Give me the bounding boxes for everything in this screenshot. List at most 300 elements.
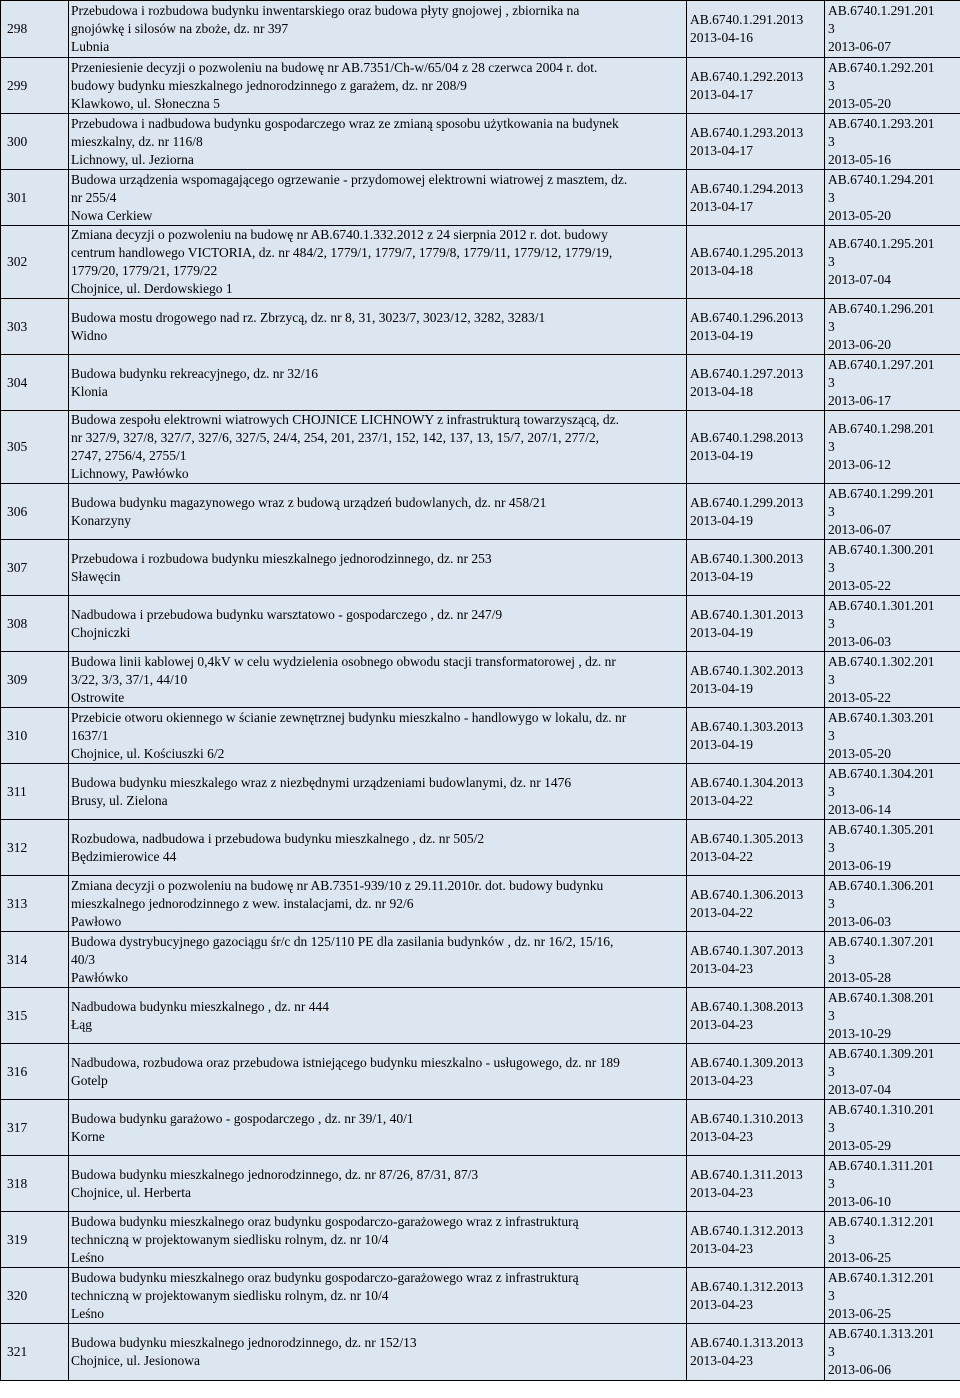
- decision-cell-line: AB.6740.1.303.201: [828, 709, 935, 725]
- decision-cell-line: 2013-06-07: [828, 521, 891, 537]
- description-cell-line: Lubnia: [71, 39, 110, 54]
- table-row: [1, 170, 960, 226]
- table-row: [1, 1, 960, 58]
- signature-cell-line: 2013-04-23: [690, 1128, 753, 1144]
- signature-cell: [687, 355, 825, 411]
- description-cell-line: Ostrowite: [71, 689, 125, 705]
- decision-cell-line: 2013-06-20: [828, 336, 891, 352]
- row-number: 317: [1, 1100, 69, 1156]
- table-row: [1, 1044, 960, 1100]
- signature-cell: [687, 411, 825, 484]
- description-cell-line: Nowa Cerkiew: [71, 207, 153, 223]
- description-cell-line: mieszkalny, dz. nr 116/8: [71, 133, 203, 149]
- description-cell-line: 40/3: [71, 951, 96, 967]
- description-cell-line: Przebudowa i rozbudowa budynku mieszkalnego jednorodzinnego, dz. nr 253: [71, 550, 492, 566]
- decision-cell-line: 3: [828, 189, 835, 205]
- description-cell-line: Przeniesienie decyzji o pozwoleniu na budowę nr AB.7351/Ch-w/65/04 z 28 czerwca 2004 r. dot.: [71, 59, 598, 75]
- description-cell-line: Pawłowo: [71, 913, 122, 929]
- description-cell-line: Rozbudowa, nadbudowa i przebudowa budynku mieszkalnego , dz. nr 505/2: [71, 830, 485, 846]
- description-cell: [69, 1212, 687, 1268]
- signature-cell-line: AB.6740.1.312.2013: [690, 1278, 804, 1294]
- description-cell-line: Budowa budynku mieszkalego wraz z niezbędnymi urządzeniami budowlanymi, dz. nr 1476: [71, 774, 572, 790]
- signature-cell: [687, 1212, 825, 1268]
- description-cell-line: Chojnice, ul. Jesionowa: [71, 1353, 200, 1368]
- description-cell: [69, 764, 687, 820]
- decision-cell-line: 2013-06-10: [828, 1193, 891, 1209]
- description-cell: [69, 540, 687, 596]
- decision-cell: [825, 652, 960, 708]
- description-cell-line: Lichnowy, ul. Jeziorna: [71, 151, 194, 167]
- decision-cell-line: 3: [828, 374, 835, 390]
- description-cell-line: Budowa budynku rekreacyjnego, dz. nr 32/16: [71, 365, 319, 381]
- signature-cell-line: AB.6740.1.307.2013: [690, 942, 804, 958]
- decision-cell: [825, 1156, 960, 1212]
- table-row: [1, 540, 960, 596]
- description-cell-line: gnojówkę i silosów na zboże, dz. nr 397: [71, 21, 289, 36]
- signature-cell-line: AB.6740.1.300.2013: [690, 550, 804, 566]
- row-number: 311: [1, 764, 69, 820]
- decision-cell-line: 2013-06-03: [828, 913, 891, 929]
- signature-cell-line: 2013-04-23: [690, 1240, 753, 1256]
- row-number: 308: [1, 596, 69, 652]
- table-row: [1, 1156, 960, 1212]
- description-cell-line: centrum handlowego VICTORIA, dz. nr 484/2, 1779/1, 1779/7, 1779/8, 1779/11, 1779/12, 1779/19,: [71, 245, 613, 260]
- description-cell-line: Budowa urządzenia wspomagającego ogrzewanie - przydomowej elektrowni wiatrowej z masztem, dz.: [71, 171, 628, 187]
- row-number: 298: [1, 1, 69, 58]
- description-cell-line: Nadbudowa, rozbudowa oraz przebudowa istniejącego budynku mieszkalno - usługowego, dz. nr 189: [71, 1054, 620, 1070]
- table-row: [1, 932, 960, 988]
- description-cell-line: Budowa budynku magazynowego wraz z budową urządzeń budowlanych, dz. nr 458/21: [71, 494, 547, 510]
- description-cell-line: Konarzyny: [71, 512, 131, 528]
- row-number: 309: [1, 652, 69, 708]
- decision-cell-line: 3: [828, 1231, 835, 1247]
- decision-cell: [825, 411, 960, 484]
- decision-cell-line: 2013-06-14: [828, 801, 891, 817]
- decision-cell-line: AB.6740.1.293.201: [828, 115, 935, 131]
- decision-cell: [825, 1044, 960, 1100]
- description-cell: [69, 1044, 687, 1100]
- description-cell-line: Klonia: [71, 383, 108, 399]
- signature-cell-line: 2013-04-17: [690, 86, 753, 102]
- description-cell: [69, 596, 687, 652]
- description-cell-line: Chojnice, ul. Derdowskiego 1: [71, 281, 233, 296]
- description-cell: [69, 114, 687, 170]
- signature-cell-line: AB.6740.1.297.2013: [690, 365, 804, 381]
- register-rows: [1, 1, 960, 1381]
- description-cell: [69, 988, 687, 1044]
- decision-cell-line: AB.6740.1.308.201: [828, 989, 935, 1005]
- decision-cell-line: 3: [828, 77, 835, 93]
- decision-cell-line: 3: [828, 21, 835, 36]
- decision-cell-line: 3: [828, 439, 835, 454]
- decision-cell-line: 2013-06-17: [828, 392, 891, 408]
- signature-cell-line: 2013-04-18: [690, 263, 753, 278]
- decision-cell: [825, 708, 960, 764]
- signature-cell-line: 2013-04-22: [690, 792, 753, 808]
- description-cell: [69, 1156, 687, 1212]
- description-cell-line: Chojniczki: [71, 624, 131, 640]
- description-cell-line: 1637/1: [71, 727, 109, 743]
- signature-cell-line: 2013-04-23: [690, 1353, 753, 1368]
- signature-cell: [687, 299, 825, 355]
- decision-cell-line: 2013-10-29: [828, 1025, 891, 1041]
- decision-cell-line: 2013-06-03: [828, 633, 891, 649]
- description-cell-line: Budowa budynku mieszkalnego oraz budynku gospodarczo-garażowego wraz z infrastrukturą: [71, 1213, 579, 1229]
- description-cell-line: Korne: [71, 1128, 105, 1144]
- signature-cell: [687, 484, 825, 540]
- description-cell-line: Budowa budynku garażowo - gospodarczego , dz. nr 39/1, 40/1: [71, 1110, 414, 1126]
- table-row: [1, 764, 960, 820]
- signature-cell: [687, 1, 825, 58]
- row-number: 301: [1, 170, 69, 226]
- table-row: [1, 1212, 960, 1268]
- signature-cell: [687, 708, 825, 764]
- description-cell-line: Widno: [71, 327, 108, 343]
- decision-cell-line: AB.6740.1.294.201: [828, 171, 935, 187]
- signature-cell: [687, 114, 825, 170]
- description-cell: [69, 1, 687, 58]
- decision-cell-line: 2013-05-20: [828, 95, 891, 111]
- decision-cell-line: AB.6740.1.313.201: [828, 1326, 935, 1341]
- decision-cell-line: 2013-07-04: [828, 272, 891, 287]
- signature-cell: [687, 596, 825, 652]
- row-number: 306: [1, 484, 69, 540]
- description-cell-line: 1779/20, 1779/21, 1779/22: [71, 263, 218, 278]
- signature-cell-line: AB.6740.1.304.2013: [690, 774, 804, 790]
- signature-cell: [687, 932, 825, 988]
- signature-cell-line: AB.6740.1.295.2013: [690, 245, 804, 260]
- signature-cell: [687, 764, 825, 820]
- decision-cell-line: AB.6740.1.299.201: [828, 485, 935, 501]
- table-row: [1, 652, 960, 708]
- decision-cell-line: 2013-06-07: [828, 39, 891, 54]
- decision-cell-line: 3: [828, 254, 835, 269]
- signature-cell: [687, 170, 825, 226]
- decision-cell-line: 2013-05-16: [828, 151, 891, 167]
- table-row: [1, 820, 960, 876]
- description-cell-line: nr 255/4: [71, 189, 117, 205]
- description-cell-line: Nadbudowa budynku mieszkalnego , dz. nr 444: [71, 998, 329, 1014]
- decision-cell-line: AB.6740.1.306.201: [828, 877, 935, 893]
- row-number: 304: [1, 355, 69, 411]
- decision-cell-line: 2013-05-20: [828, 207, 891, 223]
- description-cell: [69, 355, 687, 411]
- signature-cell: [687, 820, 825, 876]
- signature-cell-line: AB.6740.1.292.2013: [690, 68, 804, 84]
- decision-cell-line: 2013-06-25: [828, 1305, 891, 1321]
- decision-cell-line: 2013-05-20: [828, 745, 891, 761]
- decision-cell: [825, 876, 960, 932]
- description-cell: [69, 708, 687, 764]
- signature-cell-line: AB.6740.1.293.2013: [690, 124, 804, 140]
- decision-cell: [825, 932, 960, 988]
- decision-cell-line: 3: [828, 1119, 835, 1135]
- row-number: 312: [1, 820, 69, 876]
- table-row: [1, 988, 960, 1044]
- decision-cell: [825, 170, 960, 226]
- row-number: 321: [1, 1324, 69, 1381]
- signature-cell-line: AB.6740.1.308.2013: [690, 998, 804, 1014]
- decision-cell-line: 3: [828, 559, 835, 575]
- decision-cell-line: AB.6740.1.310.201: [828, 1101, 935, 1117]
- signature-cell-line: 2013-04-19: [690, 448, 753, 463]
- description-cell: [69, 484, 687, 540]
- description-cell-line: Brusy, ul. Zielona: [71, 792, 168, 808]
- description-cell: [69, 876, 687, 932]
- description-cell-line: Budowa budynku mieszkalnego jednorodzinnego, dz. nr 87/26, 87/31, 87/3: [71, 1166, 479, 1182]
- signature-cell-line: AB.6740.1.301.2013: [690, 606, 804, 622]
- signature-cell-line: 2013-04-19: [690, 680, 753, 696]
- decision-cell-line: 2013-05-28: [828, 969, 891, 985]
- table-row: [1, 1100, 960, 1156]
- decision-cell-line: AB.6740.1.292.201: [828, 59, 935, 75]
- decision-cell-line: AB.6740.1.297.201: [828, 356, 935, 372]
- decision-cell-line: 3: [828, 133, 835, 149]
- decision-cell-line: 3: [828, 1344, 835, 1359]
- decision-cell-line: AB.6740.1.291.201: [828, 3, 935, 18]
- signature-cell-line: AB.6740.1.310.2013: [690, 1110, 804, 1126]
- row-number: 302: [1, 226, 69, 299]
- table-row: [1, 58, 960, 114]
- description-cell-line: Zmiana decyzji o pozwoleniu na budowę nr AB.6740.1.332.2012 z 24 sierpnia 2012 r. dot. budowy: [71, 227, 608, 242]
- description-cell-line: Budowa linii kablowej 0,4kV w celu wydzielenia osobnego obwodu stacji transformatorowej , dz. nr: [71, 653, 616, 669]
- decision-cell-line: 2013-05-22: [828, 577, 891, 593]
- signature-cell-line: 2013-04-23: [690, 1184, 753, 1200]
- row-number: 315: [1, 988, 69, 1044]
- signature-cell: [687, 876, 825, 932]
- signature-cell-line: AB.6740.1.311.2013: [690, 1166, 803, 1182]
- decision-cell-line: 3: [828, 1007, 835, 1023]
- decision-cell: [825, 596, 960, 652]
- decision-cell-line: 3: [828, 318, 835, 334]
- signature-cell: [687, 1324, 825, 1381]
- decision-cell: [825, 1100, 960, 1156]
- decision-cell: [825, 764, 960, 820]
- signature-cell-line: 2013-04-19: [690, 624, 753, 640]
- decision-cell-line: AB.6740.1.304.201: [828, 765, 935, 781]
- row-number: 303: [1, 299, 69, 355]
- signature-cell-line: 2013-04-18: [690, 383, 753, 399]
- signature-cell-line: 2013-04-22: [690, 848, 753, 864]
- signature-cell-line: 2013-04-23: [690, 1016, 753, 1032]
- signature-cell-line: 2013-04-19: [690, 512, 753, 528]
- decision-cell-line: 2013-06-19: [828, 857, 891, 873]
- signature-cell: [687, 652, 825, 708]
- signature-cell-line: AB.6740.1.306.2013: [690, 886, 804, 902]
- decision-cell: [825, 540, 960, 596]
- signature-cell-line: 2013-04-23: [690, 960, 753, 976]
- description-cell-line: Przebudowa i rozbudowa budynku inwentarskiego oraz budowa płyty gnojowej , zbiornika na: [71, 3, 580, 18]
- decision-cell-line: AB.6740.1.309.201: [828, 1045, 935, 1061]
- description-cell-line: mieszkalnego jednorodzinnego z wew. instalacjami, dz. nr 92/6: [71, 895, 414, 911]
- signature-cell: [687, 1044, 825, 1100]
- description-cell-line: techniczną w projektowanym siedlisku rolnym, dz. nr 10/4: [71, 1231, 389, 1247]
- decision-cell-line: AB.6740.1.312.201: [828, 1269, 935, 1285]
- table-row: [1, 1268, 960, 1324]
- description-cell: [69, 58, 687, 114]
- decision-cell: [825, 1324, 960, 1381]
- description-cell-line: 2747, 2756/4, 2755/1: [71, 448, 187, 463]
- description-cell: [69, 1268, 687, 1324]
- decision-cell-line: 3: [828, 1175, 835, 1191]
- decision-cell-line: 2013-06-12: [828, 457, 891, 472]
- table-row: [1, 355, 960, 411]
- row-number: 318: [1, 1156, 69, 1212]
- description-cell-line: nr 327/9, 327/8, 327/7, 327/6, 327/5, 24/4, 254, 201, 237/1, 152, 142, 137, 13, 15/7, 207/1, 277/2,: [71, 430, 600, 445]
- signature-cell-line: 2013-04-19: [690, 568, 753, 584]
- signature-cell-line: 2013-04-23: [690, 1072, 753, 1088]
- decision-cell: [825, 1, 960, 58]
- decision-cell: [825, 820, 960, 876]
- decision-cell-line: 3: [828, 727, 835, 743]
- row-number: 310: [1, 708, 69, 764]
- row-number: 299: [1, 58, 69, 114]
- signature-cell: [687, 58, 825, 114]
- signature-cell-line: AB.6740.1.312.2013: [690, 1222, 804, 1238]
- description-cell-line: Nadbudowa i przebudowa budynku warsztatowo - gospodarczego , dz. nr 247/9: [71, 606, 503, 622]
- decision-cell-line: 2013-07-04: [828, 1081, 891, 1097]
- description-cell: [69, 1324, 687, 1381]
- decision-cell-line: AB.6740.1.302.201: [828, 653, 935, 669]
- signature-cell-line: AB.6740.1.302.2013: [690, 662, 804, 678]
- decision-cell-line: 2013-06-25: [828, 1249, 891, 1265]
- signature-cell-line: 2013-04-23: [690, 1296, 753, 1312]
- decision-cell-line: AB.6740.1.307.201: [828, 933, 935, 949]
- description-cell: [69, 932, 687, 988]
- decision-cell-line: AB.6740.1.296.201: [828, 300, 935, 316]
- table-row: [1, 299, 960, 355]
- description-cell-line: Klawkowo, ul. Słoneczna 5: [71, 95, 220, 111]
- description-cell-line: Lichnowy, Pawłówko: [71, 466, 189, 481]
- decision-cell-line: 2013-05-22: [828, 689, 891, 705]
- signature-cell-line: AB.6740.1.313.2013: [690, 1335, 804, 1350]
- row-number: 314: [1, 932, 69, 988]
- decision-cell-line: 3: [828, 1287, 835, 1303]
- table-row: [1, 226, 960, 299]
- signature-cell-line: AB.6740.1.298.2013: [690, 430, 804, 445]
- signature-cell-line: AB.6740.1.299.2013: [690, 494, 804, 510]
- decision-cell-line: AB.6740.1.305.201: [828, 821, 935, 837]
- row-number: 319: [1, 1212, 69, 1268]
- decision-cell: [825, 355, 960, 411]
- signature-cell: [687, 1100, 825, 1156]
- decision-cell-line: AB.6740.1.311.201: [828, 1157, 935, 1173]
- decision-cell-line: 2013-06-06: [828, 1362, 891, 1377]
- decision-cell-line: 3: [828, 503, 835, 519]
- signature-cell-line: AB.6740.1.294.2013: [690, 180, 804, 196]
- decision-cell-line: 2013-05-29: [828, 1137, 891, 1153]
- signature-cell-line: 2013-04-16: [690, 30, 753, 45]
- description-cell: [69, 299, 687, 355]
- description-cell-line: Leśno: [71, 1305, 104, 1321]
- signature-cell: [687, 1156, 825, 1212]
- table-row: [1, 596, 960, 652]
- decision-cell-line: 3: [828, 839, 835, 855]
- decision-cell: [825, 58, 960, 114]
- description-cell-line: 3/22, 3/3, 37/1, 44/10: [71, 671, 188, 687]
- signature-cell-line: AB.6740.1.303.2013: [690, 718, 804, 734]
- signature-cell-line: AB.6740.1.291.2013: [690, 12, 804, 27]
- signature-cell: [687, 226, 825, 299]
- signature-cell-line: 2013-04-17: [690, 142, 753, 158]
- description-cell-line: Leśno: [71, 1249, 104, 1265]
- description-cell-line: Gotelp: [71, 1072, 108, 1088]
- decision-cell-line: 3: [828, 951, 835, 967]
- decision-cell-line: 3: [828, 783, 835, 799]
- row-number: 300: [1, 114, 69, 170]
- table-row: [1, 411, 960, 484]
- description-cell-line: Przebicie otworu okiennego w ścianie zewnętrznej budynku mieszkalno - handlowygo w lokalu, dz. nr: [71, 709, 627, 725]
- description-cell-line: Budowa mostu drogowego nad rz. Zbrzycą, dz. nr 8, 31, 3023/7, 3023/12, 3282, 3283/1: [71, 309, 546, 325]
- description-cell: [69, 226, 687, 299]
- decision-cell-line: 3: [828, 895, 835, 911]
- description-cell-line: techniczną w projektowanym siedlisku rolnym, dz. nr 10/4: [71, 1287, 389, 1303]
- table-row: [1, 1324, 960, 1381]
- signature-cell-line: 2013-04-17: [690, 198, 753, 214]
- decision-cell-line: 3: [828, 1063, 835, 1079]
- description-cell-line: Pawłówko: [71, 969, 128, 985]
- description-cell: [69, 652, 687, 708]
- row-number: 307: [1, 540, 69, 596]
- signature-cell: [687, 540, 825, 596]
- decision-cell: [825, 114, 960, 170]
- description-cell-line: Przebudowa i nadbudowa budynku gospodarczego wraz ze zmianą sposobu użytkowania na budynek: [71, 115, 619, 131]
- description-cell-line: budowy budynku mieszkalnego jednorodzinnego z garażem, dz. nr 208/9: [71, 77, 467, 93]
- description-cell-line: Budowa budynku mieszkalnego jednorodzinnego, dz. nr 152/13: [71, 1335, 417, 1350]
- description-cell-line: Budowa zespołu elektrowni wiatrowych CHOJNICE LICHNOWY z infrastrukturą towarzyszącą, dz.: [71, 412, 619, 427]
- description-cell-line: Chojnice, ul. Kościuszki 6/2: [71, 745, 225, 761]
- decision-cell: [825, 1268, 960, 1324]
- decision-cell-line: 3: [828, 615, 835, 631]
- description-cell-line: Łąg: [71, 1016, 92, 1032]
- description-cell-line: Zmiana decyzji o pozwoleniu na budowę nr AB.7351-939/10 z 29.11.2010r. dot. budowy budynku: [71, 877, 604, 893]
- signature-cell: [687, 1268, 825, 1324]
- decision-cell: [825, 484, 960, 540]
- decision-cell-line: AB.6740.1.312.201: [828, 1213, 935, 1229]
- table-row: [1, 876, 960, 932]
- description-cell-line: Będzimierowice 44: [71, 848, 177, 864]
- table-row: [1, 114, 960, 170]
- description-cell-line: Sławęcin: [71, 568, 121, 584]
- row-number: 316: [1, 1044, 69, 1100]
- decision-cell-line: 3: [828, 671, 835, 687]
- decision-cell-line: AB.6740.1.295.201: [828, 236, 935, 251]
- signature-cell-line: AB.6740.1.305.2013: [690, 830, 804, 846]
- row-number: 305: [1, 411, 69, 484]
- decision-cell: [825, 226, 960, 299]
- signature-cell-line: 2013-04-19: [690, 736, 753, 752]
- signature-cell-line: 2013-04-19: [690, 327, 753, 343]
- description-cell-line: Budowa dystrybucyjnego gazociągu śr/c dn 125/110 PE dla zasilania budynków , dz. nr 16/2, 15/16,: [71, 933, 614, 949]
- description-cell: [69, 1100, 687, 1156]
- signature-cell-line: AB.6740.1.309.2013: [690, 1054, 804, 1070]
- decision-cell: [825, 299, 960, 355]
- decision-cell: [825, 988, 960, 1044]
- signature-cell-line: AB.6740.1.296.2013: [690, 309, 804, 325]
- description-cell: [69, 170, 687, 226]
- description-cell-line: Budowa budynku mieszkalnego oraz budynku gospodarczo-garażowego wraz z infrastrukturą: [71, 1269, 579, 1285]
- description-cell: [69, 820, 687, 876]
- row-number: 313: [1, 876, 69, 932]
- description-cell: [69, 411, 687, 484]
- decision-cell-line: AB.6740.1.298.201: [828, 421, 935, 436]
- decision-cell-line: AB.6740.1.300.201: [828, 541, 935, 557]
- decision-cell: [825, 1212, 960, 1268]
- table-row: [1, 708, 960, 764]
- row-number: 320: [1, 1268, 69, 1324]
- signature-cell: [687, 988, 825, 1044]
- table-row: [1, 484, 960, 540]
